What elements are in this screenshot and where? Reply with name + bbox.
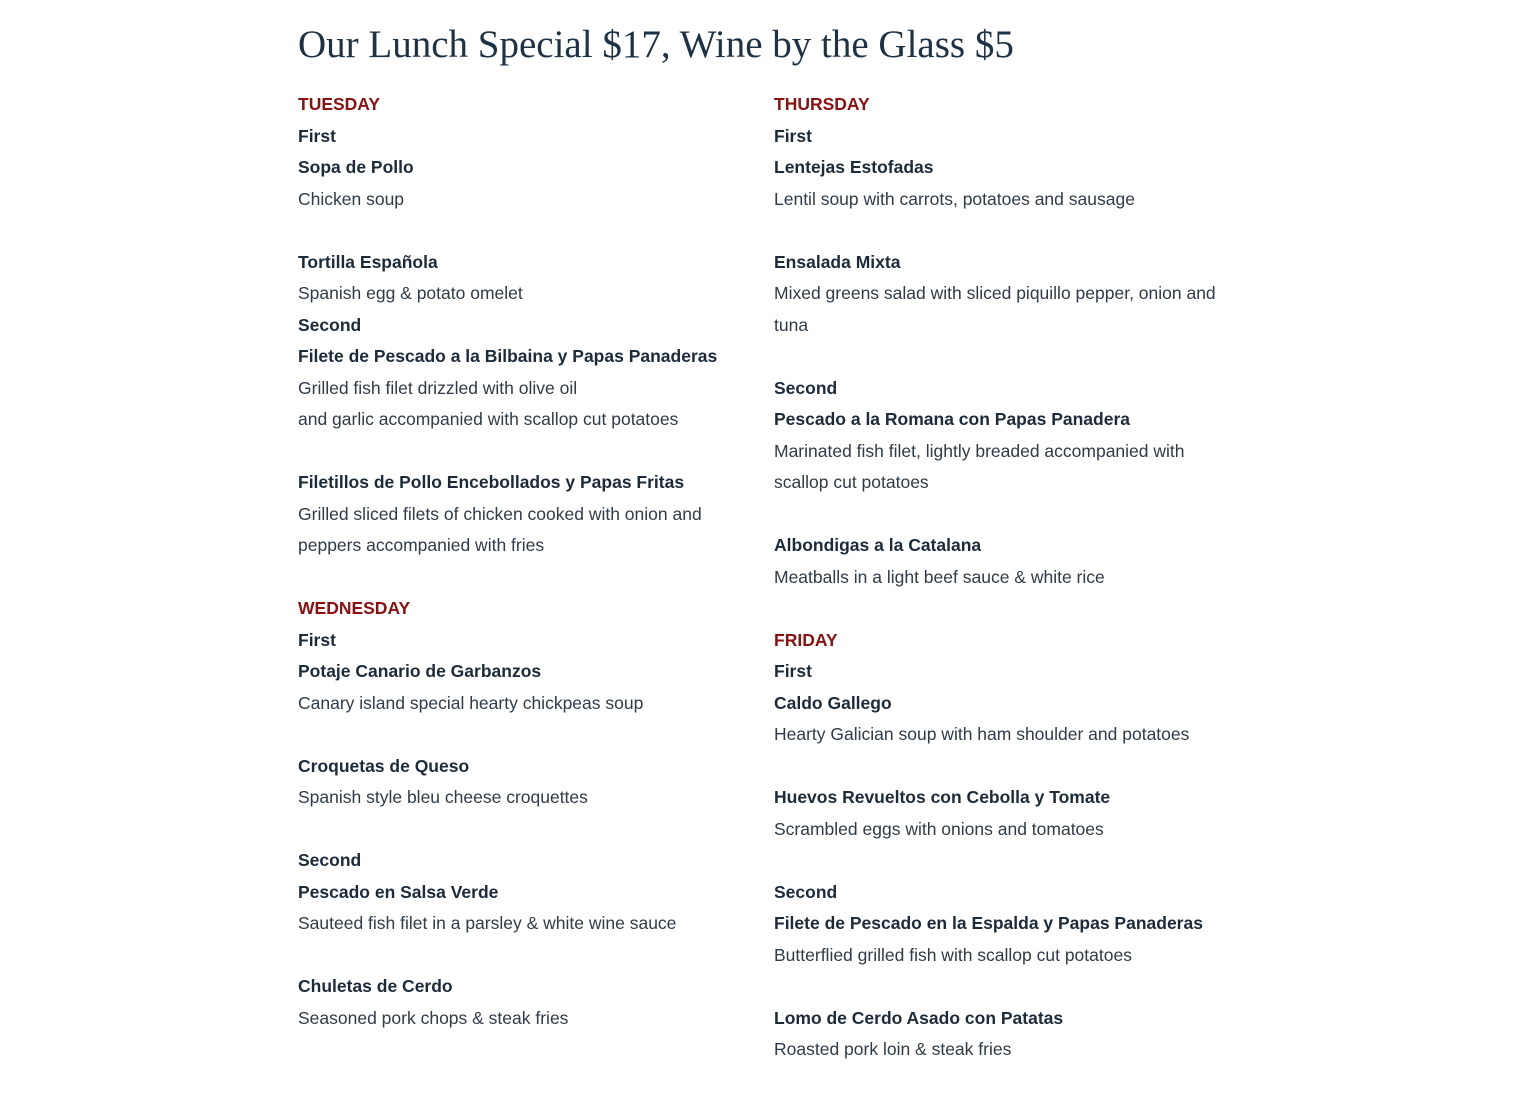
page-title: Our Lunch Special $17, Wine by the Glass $5 — [298, 23, 1014, 66]
dish-name: Filete de Pescado a la Bilbaina y Papas Panaderas — [298, 346, 718, 366]
course-heading: Second — [774, 377, 838, 398]
dish-description: Marinated fish filet, lightly breaded accompanied with scallop cut potatoes — [774, 440, 1185, 492]
dish-name: Croquetas de Queso — [298, 755, 470, 776]
dish-description: Sauteed fish filet in a parsley & white wine sauce — [298, 913, 677, 933]
dish-name: Huevos Revueltos con Cebolla y Tomate — [774, 787, 1111, 807]
day-heading: WEDNESDAY — [298, 598, 411, 618]
dish-description: Spanish style bleu cheese croquettes — [298, 787, 588, 807]
dish-description: Spanish egg & potato omelet — [298, 283, 523, 303]
dish-description: Seasoned pork chops & steak fries — [298, 1007, 569, 1028]
dish-description: Scrambled eggs with onions and tomatoes — [774, 818, 1104, 839]
menu-column-left — [298, 89, 748, 1034]
dish-name: Albondigas a la Catalana — [774, 535, 982, 555]
day-heading: THURSDAY — [774, 94, 870, 114]
day-heading: FRIDAY — [774, 629, 838, 650]
day-section-tuesday — [298, 89, 748, 562]
course-heading: Second — [298, 314, 362, 335]
course-heading: First — [298, 629, 336, 650]
dish-name: Caldo Gallego — [774, 692, 892, 713]
dish-description: Grilled fish filet drizzled with olive oil — [298, 377, 578, 398]
dish-description: Lentil soup with carrots, potatoes and sausage — [774, 188, 1135, 209]
dish-description: Butterflied grilled fish with scallop cut potatoes — [774, 944, 1132, 965]
course-heading: First — [774, 661, 812, 681]
dish-description: Hearty Galician soup with ham shoulder and potatoes — [774, 724, 1190, 744]
dish-description: and garlic accompanied with scallop cut potatoes — [298, 409, 679, 429]
dish-name: Filete de Pescado en la Espalda y Papas Panaderas — [774, 913, 1203, 933]
day-section-friday — [774, 625, 1224, 1066]
dish-description: Roasted pork loin & steak fries — [774, 1039, 1012, 1059]
dish-name: Chuletas de Cerdo — [298, 976, 453, 996]
dish-name: Ensalada Mixta — [774, 251, 901, 272]
dish-name: Sopa de Pollo — [298, 157, 414, 177]
dish-description: Mixed greens salad with sliced piquillo pepper, onion and tuna — [774, 283, 1216, 335]
course-heading: First — [298, 125, 336, 146]
course-heading: Second — [774, 881, 838, 902]
day-section-thursday — [774, 89, 1224, 593]
dish-name: Pescado en Salsa Verde — [298, 881, 499, 902]
dish-name: Lentejas Estofadas — [774, 157, 934, 177]
dish-description: Chicken soup — [298, 188, 405, 209]
dish-name: Tortilla Española — [298, 251, 438, 272]
course-heading: Second — [298, 850, 362, 870]
dish-description: Grilled sliced filets of chicken cooked with onion and peppers accompanied with fries — [298, 503, 702, 555]
day-heading: TUESDAY — [298, 94, 381, 114]
dish-name: Lomo de Cerdo Asado con Patatas — [774, 1007, 1064, 1028]
dish-name: Potaje Canario de Garbanzos — [298, 661, 542, 681]
menu-column-right — [774, 89, 1224, 1066]
dish-name: Filetillos de Pollo Encebollados y Papas Fritas — [298, 472, 685, 492]
day-section-wednesday — [298, 593, 748, 1034]
dish-name: Pescado a la Romana con Papas Panadera — [774, 409, 1130, 429]
course-heading: First — [774, 125, 812, 146]
dish-description: Meatballs in a light beef sauce & white rice — [774, 566, 1105, 587]
dish-description: Canary island special hearty chickpeas soup — [298, 692, 644, 713]
